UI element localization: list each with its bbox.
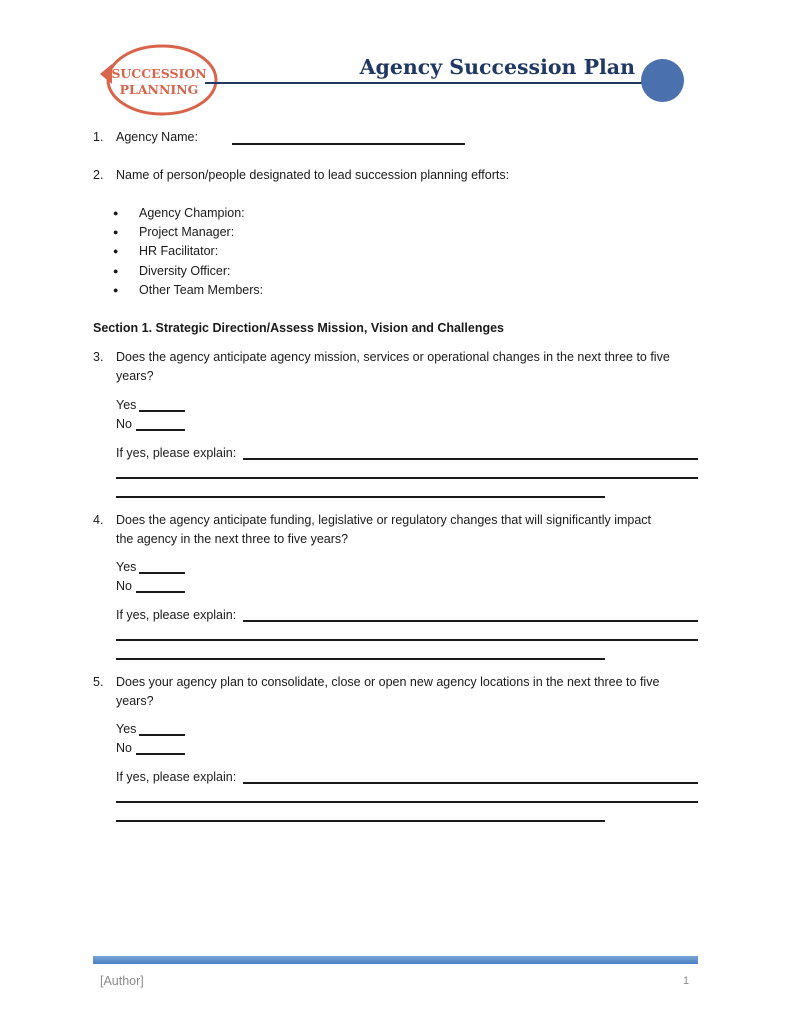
page-number: 1 <box>683 975 690 987</box>
title-underline <box>205 82 675 84</box>
q4-yes-field[interactable] <box>139 572 185 574</box>
no-label: No <box>116 417 132 431</box>
bullet-icon: ● <box>113 266 119 276</box>
q3-explain-line-1[interactable] <box>243 458 698 460</box>
explain-label: If yes, please explain: <box>116 446 237 460</box>
logo-line-1: SUCCESSION <box>111 66 207 81</box>
q5-explain-line-2[interactable] <box>116 801 698 803</box>
item-number-5: 5. <box>93 675 104 689</box>
explain-label: If yes, please explain: <box>116 608 237 622</box>
yes-label: Yes <box>116 722 137 736</box>
q4-explain-line-1[interactable] <box>243 620 698 622</box>
q3-no-field[interactable] <box>136 429 185 431</box>
item-number-1: 1. <box>93 130 104 144</box>
role-diversity-officer: Diversity Officer: <box>139 264 231 278</box>
role-project-manager: Project Manager: <box>139 225 235 239</box>
logo-line-2: PLANNING <box>119 82 199 97</box>
item-number-4: 4. <box>93 513 104 527</box>
item-number-3: 3. <box>93 350 104 364</box>
question-3-text: Does the agency anticipate agency mission, services or operational changes in the next three to five <box>116 350 670 364</box>
page-title: Agency Succession Plan <box>359 55 635 79</box>
no-label: No <box>116 579 132 593</box>
question-5-text: Does your agency plan to consolidate, close or open new agency locations in the next three to five <box>116 675 660 689</box>
bullet-icon: ● <box>113 285 119 295</box>
question-3-text-cont: years? <box>116 369 154 383</box>
footer-author: [Author] <box>100 974 144 988</box>
role-other-team-members: Other Team Members: <box>139 283 264 297</box>
q3-explain-line-3[interactable] <box>116 496 605 498</box>
q5-yes-field[interactable] <box>139 734 185 736</box>
no-label: No <box>116 741 132 755</box>
q4-no-field[interactable] <box>136 591 185 593</box>
title-circle-decoration <box>641 59 684 102</box>
q5-explain-line-3[interactable] <box>116 820 605 822</box>
lead-persons-question: Name of person/people designated to lead succession planning efforts: <box>116 168 510 182</box>
section-1-heading: Section 1. Strategic Direction/Assess Mission, Vision and Challenges <box>93 321 505 335</box>
item-number-2: 2. <box>93 168 104 182</box>
succession-planning-logo <box>96 40 222 120</box>
question-4-text: Does the agency anticipate funding, legislative or regulatory changes that will significantly impact <box>116 513 652 527</box>
footer-bar <box>93 956 698 964</box>
agency-name-field[interactable] <box>232 143 465 145</box>
bullet-icon: ● <box>113 227 119 237</box>
bullet-icon: ● <box>113 208 119 218</box>
q5-explain-line-1[interactable] <box>243 782 698 784</box>
question-4-text-cont: the agency in the next three to five years? <box>116 532 349 546</box>
q4-explain-line-2[interactable] <box>116 639 698 641</box>
yes-label: Yes <box>116 560 137 574</box>
q3-yes-field[interactable] <box>139 410 185 412</box>
q3-explain-line-2[interactable] <box>116 477 698 479</box>
role-hr-facilitator: HR Facilitator: <box>139 244 219 258</box>
role-agency-champion: Agency Champion: <box>139 206 245 220</box>
q5-no-field[interactable] <box>136 753 185 755</box>
agency-name-label: Agency Name: <box>116 130 198 144</box>
q4-explain-line-3[interactable] <box>116 658 605 660</box>
question-5-text-cont: years? <box>116 694 154 708</box>
bullet-icon: ● <box>113 246 119 256</box>
explain-label: If yes, please explain: <box>116 770 237 784</box>
yes-label: Yes <box>116 398 137 412</box>
